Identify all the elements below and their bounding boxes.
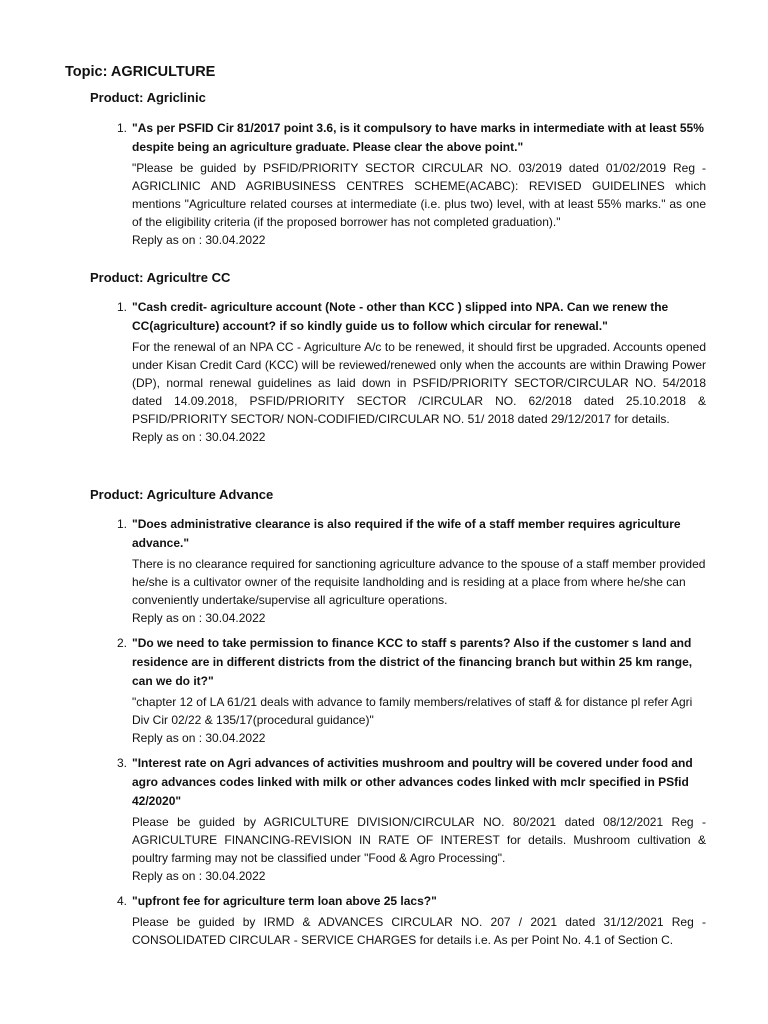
- faq-item: [117, 298, 706, 446]
- item-number: 3.: [117, 756, 128, 770]
- reply-date: Reply as on : 30.04.2022: [132, 233, 266, 247]
- question-text: [117, 515, 706, 553]
- question-text: [117, 298, 706, 336]
- product-heading-agriculture-cc: Product: Agricultre CC: [90, 270, 231, 285]
- question-body: "Does administrative clearance is also required if the wife of a staff member requires agriculture advance.": [132, 517, 681, 550]
- item-number: 1.: [117, 300, 128, 314]
- reply-date: Reply as on : 30.04.2022: [132, 611, 266, 625]
- answer-text: Please be guided by AGRICULTURE DIVISION/CIRCULAR NO. 80/2021 dated 08/12/2021 Reg - AGRICULTURE FINANCING-REVISION IN RATE OF INTEREST for details. Mushroom cultivation & poultry farming may not be classified under "Food & Agro Processing".: [132, 815, 706, 865]
- answer-text: There is no clearance required for sanctioning agriculture advance to the spouse of a staff member provided he/she is a cultivator owner of the requisite landholding and is residing at a place from where he/she can conveniently undertake/supervise all agriculture operations.: [132, 557, 706, 607]
- question-body: "upfront fee for agriculture term loan above 25 lacs?": [132, 894, 437, 908]
- topic-title: Topic: AGRICULTURE: [65, 64, 216, 80]
- question-text: [117, 119, 706, 157]
- item-number: 2.: [117, 636, 128, 650]
- item-number: 1.: [117, 121, 128, 135]
- faq-item: [117, 515, 706, 627]
- faq-item: [117, 634, 706, 747]
- faq-item: [117, 754, 706, 885]
- faq-item: [117, 892, 706, 949]
- product-heading-agriclinic: Product: Agriclinic: [90, 90, 206, 105]
- question-body: "As per PSFID Cir 81/2017 point 3.6, is it compulsory to have marks in intermediate with at least 55% despite being an agriculture graduate. Please clear the above point.": [132, 121, 704, 154]
- item-number: 4.: [117, 894, 128, 908]
- answer-text: For the renewal of an NPA CC - Agriculture A/c to be renewed, it should first be upgraded. Accounts opened under Kisan Credit Card (KCC) will be reviewed/renewed only when the accounts are within Drawing Power (DP), normal renewal guidelines as laid down in PSFID/PRIORITY SECTOR/CIRCULAR NO. 54/2018 dated 14.09.2018, PSFID/PRIORITY SECTOR /CIRCULAR NO. 62/2018 dated 25.10.2018 & PSFID/PRIORITY SECTOR/ NON-CODIFIED/CIRCULAR NO. 51/ 2018 dated 29/12/2017 for details.: [132, 340, 706, 426]
- answer-text: Please be guided by IRMD & ADVANCES CIRCULAR NO. 207 / 2021 dated 31/12/2021 Reg - CONSOLIDATED CIRCULAR - SERVICE CHARGES for details i.e. As per Point No. 4.1 of Section C.: [132, 915, 706, 947]
- reply-date: Reply as on : 30.04.2022: [132, 731, 266, 745]
- question-body: "Do we need to take permission to finance KCC to staff s parents? Also if the customer s land and residence are in different districts from the district of the financing branch but within 25 km range, can we do it?": [132, 636, 693, 688]
- question-body: "Interest rate on Agri advances of activities mushroom and poultry will be covered under food and agro advances codes linked with milk or other advances codes linked with mclr specified in PSfid 42/2020": [132, 756, 693, 808]
- answer-text: "chapter 12 of LA 61/21 deals with advance to family members/relatives of staff & for distance pl refer Agri Div Cir 02/22 & 135/17(procedural guidance)": [132, 695, 693, 727]
- question-text: [117, 892, 706, 911]
- reply-date: Reply as on : 30.04.2022: [132, 869, 266, 883]
- question-body: "Cash credit- agriculture account (Note - other than KCC ) slipped into NPA. Can we renew the CC(agriculture) account? if so kindly guide us to follow which circular for renewal.": [132, 300, 669, 333]
- item-number: 1.: [117, 517, 128, 531]
- answer-text: "Please be guided by PSFID/PRIORITY SECTOR CIRCULAR NO. 03/2019 dated 01/02/2019 Reg - AGRICLINIC AND AGRIBUSINESS CENTRES SCHEME(ACABC): REVISED GUIDELINES which mentions "Agriculture related courses at intermediate (i.e. plus two) level, with at least 55% marks." as one of the eligibility criteria (if the proposed borrower has not completed graduation).": [132, 161, 706, 229]
- reply-date: Reply as on : 30.04.2022: [132, 430, 266, 444]
- faq-item: [117, 119, 706, 249]
- product-heading-agriculture-advance: Product: Agriculture Advance: [90, 487, 274, 502]
- question-text: [117, 754, 706, 811]
- question-text: [117, 634, 706, 691]
